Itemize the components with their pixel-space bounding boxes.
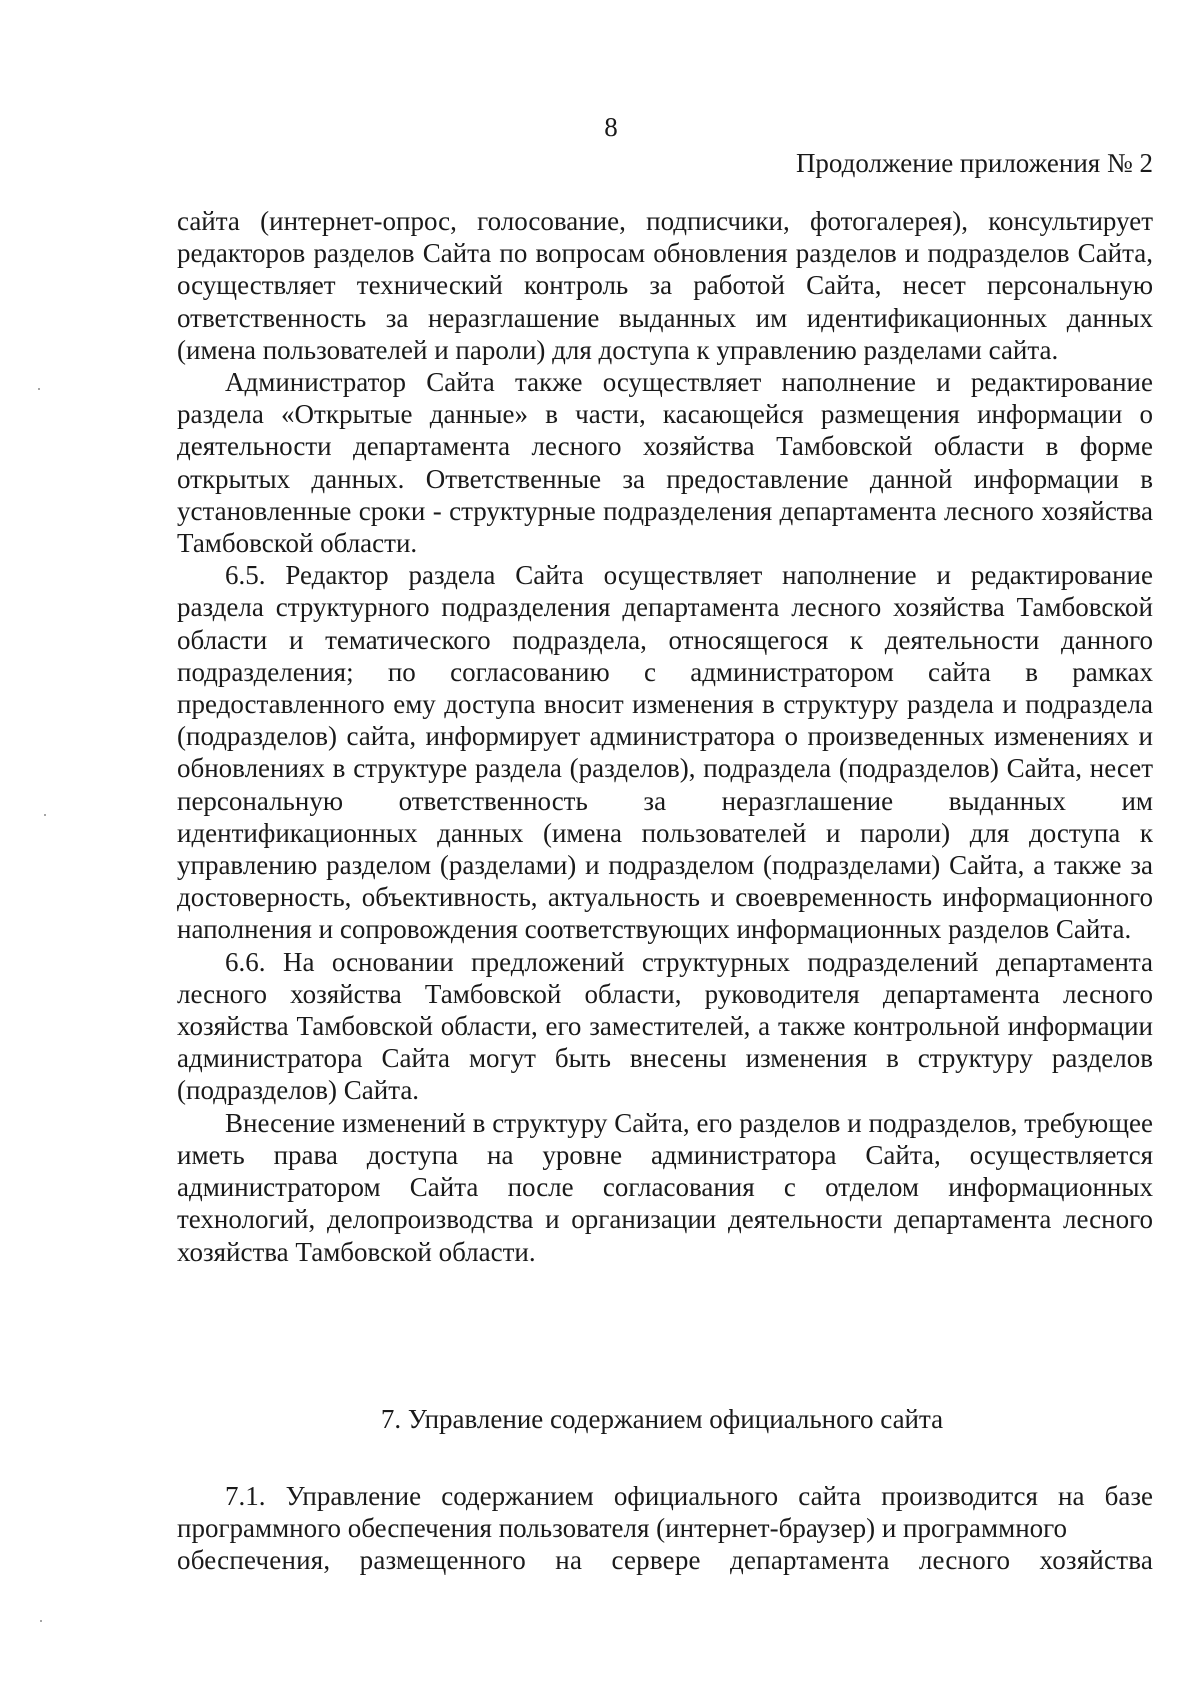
paragraph-admin-open-data: Администратор Сайта также осуществляет наполнение и редактирование раздела «Открытые данные» в части, касающейся размещения информации о деятельности департамента лесного хозяйства Тамбовской области в форме открытых данных. Ответственные за предоставление данной информации в установленные сроки - структурные подразделения департамента лесного хозяйства Тамбовской области. (177, 367, 1153, 559)
scan-speck (38, 388, 40, 390)
page-number: 8 (604, 112, 618, 142)
appendix-continuation-note: Продолжение приложения № 2 (795, 148, 1153, 178)
paragraph-6-6: 6.6. На основании предложений структурных подразделений департамента лесного хозяйства Тамбовской области, руководителя департамента лесного хозяйства Тамбовской области, его заместителей, а также контрольной информации администратора Сайта могут быть внесены изменения в структуру разделов (подразделов) Сайта. (177, 946, 1153, 1106)
paragraph-continuation: сайта (интернет-опрос, голосование, подписчики, фотогалерея), консультирует редакторов разделов Сайта по вопросам обновления разделов и подразделов Сайта, осуществляет технический контроль за работой Сайта, несет персональную ответственность за неразглашение выданных им идентификационных данных (имена пользователей и пароли) для доступа к управлению разделами сайта. (177, 206, 1153, 365)
paragraph-6-5: 6.5. Редактор раздела Сайта осуществляет наполнение и редактирование раздела структурного подразделения департамента лесного хозяйства Тамбовской области и тематического подраздела, относящегося к деятельности данного подразделения; по согласованию с администратором сайта в рамках предоставленного ему доступа вносит изменения в структуру раздела и подраздела (подразделов) сайта, информирует администратора о произведенных изменениях и обновлениях в структуре раздела (разделов), подраздела (подразделов) Сайта, несет персональную ответственность за неразглашение выданных им идентификационных данных (имена пользователей и пароли) для доступа к управлению разделом (разделами) и подразделом (подразделами) Сайта, а также за достоверность, объективность, актуальность и своевременность информационного наполнения и сопровождения соответствующих информационных разделов Сайта. (177, 560, 1153, 945)
section-heading: 7. Управление содержанием официального сайта (380, 1404, 944, 1434)
section-text-block (177, 1480, 1153, 1577)
paragraph-structure-changes: Внесение изменений в структуру Сайта, его разделов и подразделов, требующее иметь права доступа на уровне администратора Сайта, осуществляется администратором Сайта после согласования с отделом информационных технологий, делопроизводства и организации деятельности департамента лесного хозяйства Тамбовской области. (177, 1107, 1153, 1267)
body-text-block (177, 205, 1153, 1268)
scan-speck (44, 814, 46, 816)
paragraph-7-1-continued: обеспечения, размещенного на сервере департамента лесного хозяйства (177, 1545, 1153, 1576)
scan-speck (40, 1620, 42, 1622)
paragraph-7-1: 7.1. Управление содержанием официального сайта производится на базе программного обеспечения пользователя (интернет-браузер) и программного (177, 1481, 1153, 1544)
